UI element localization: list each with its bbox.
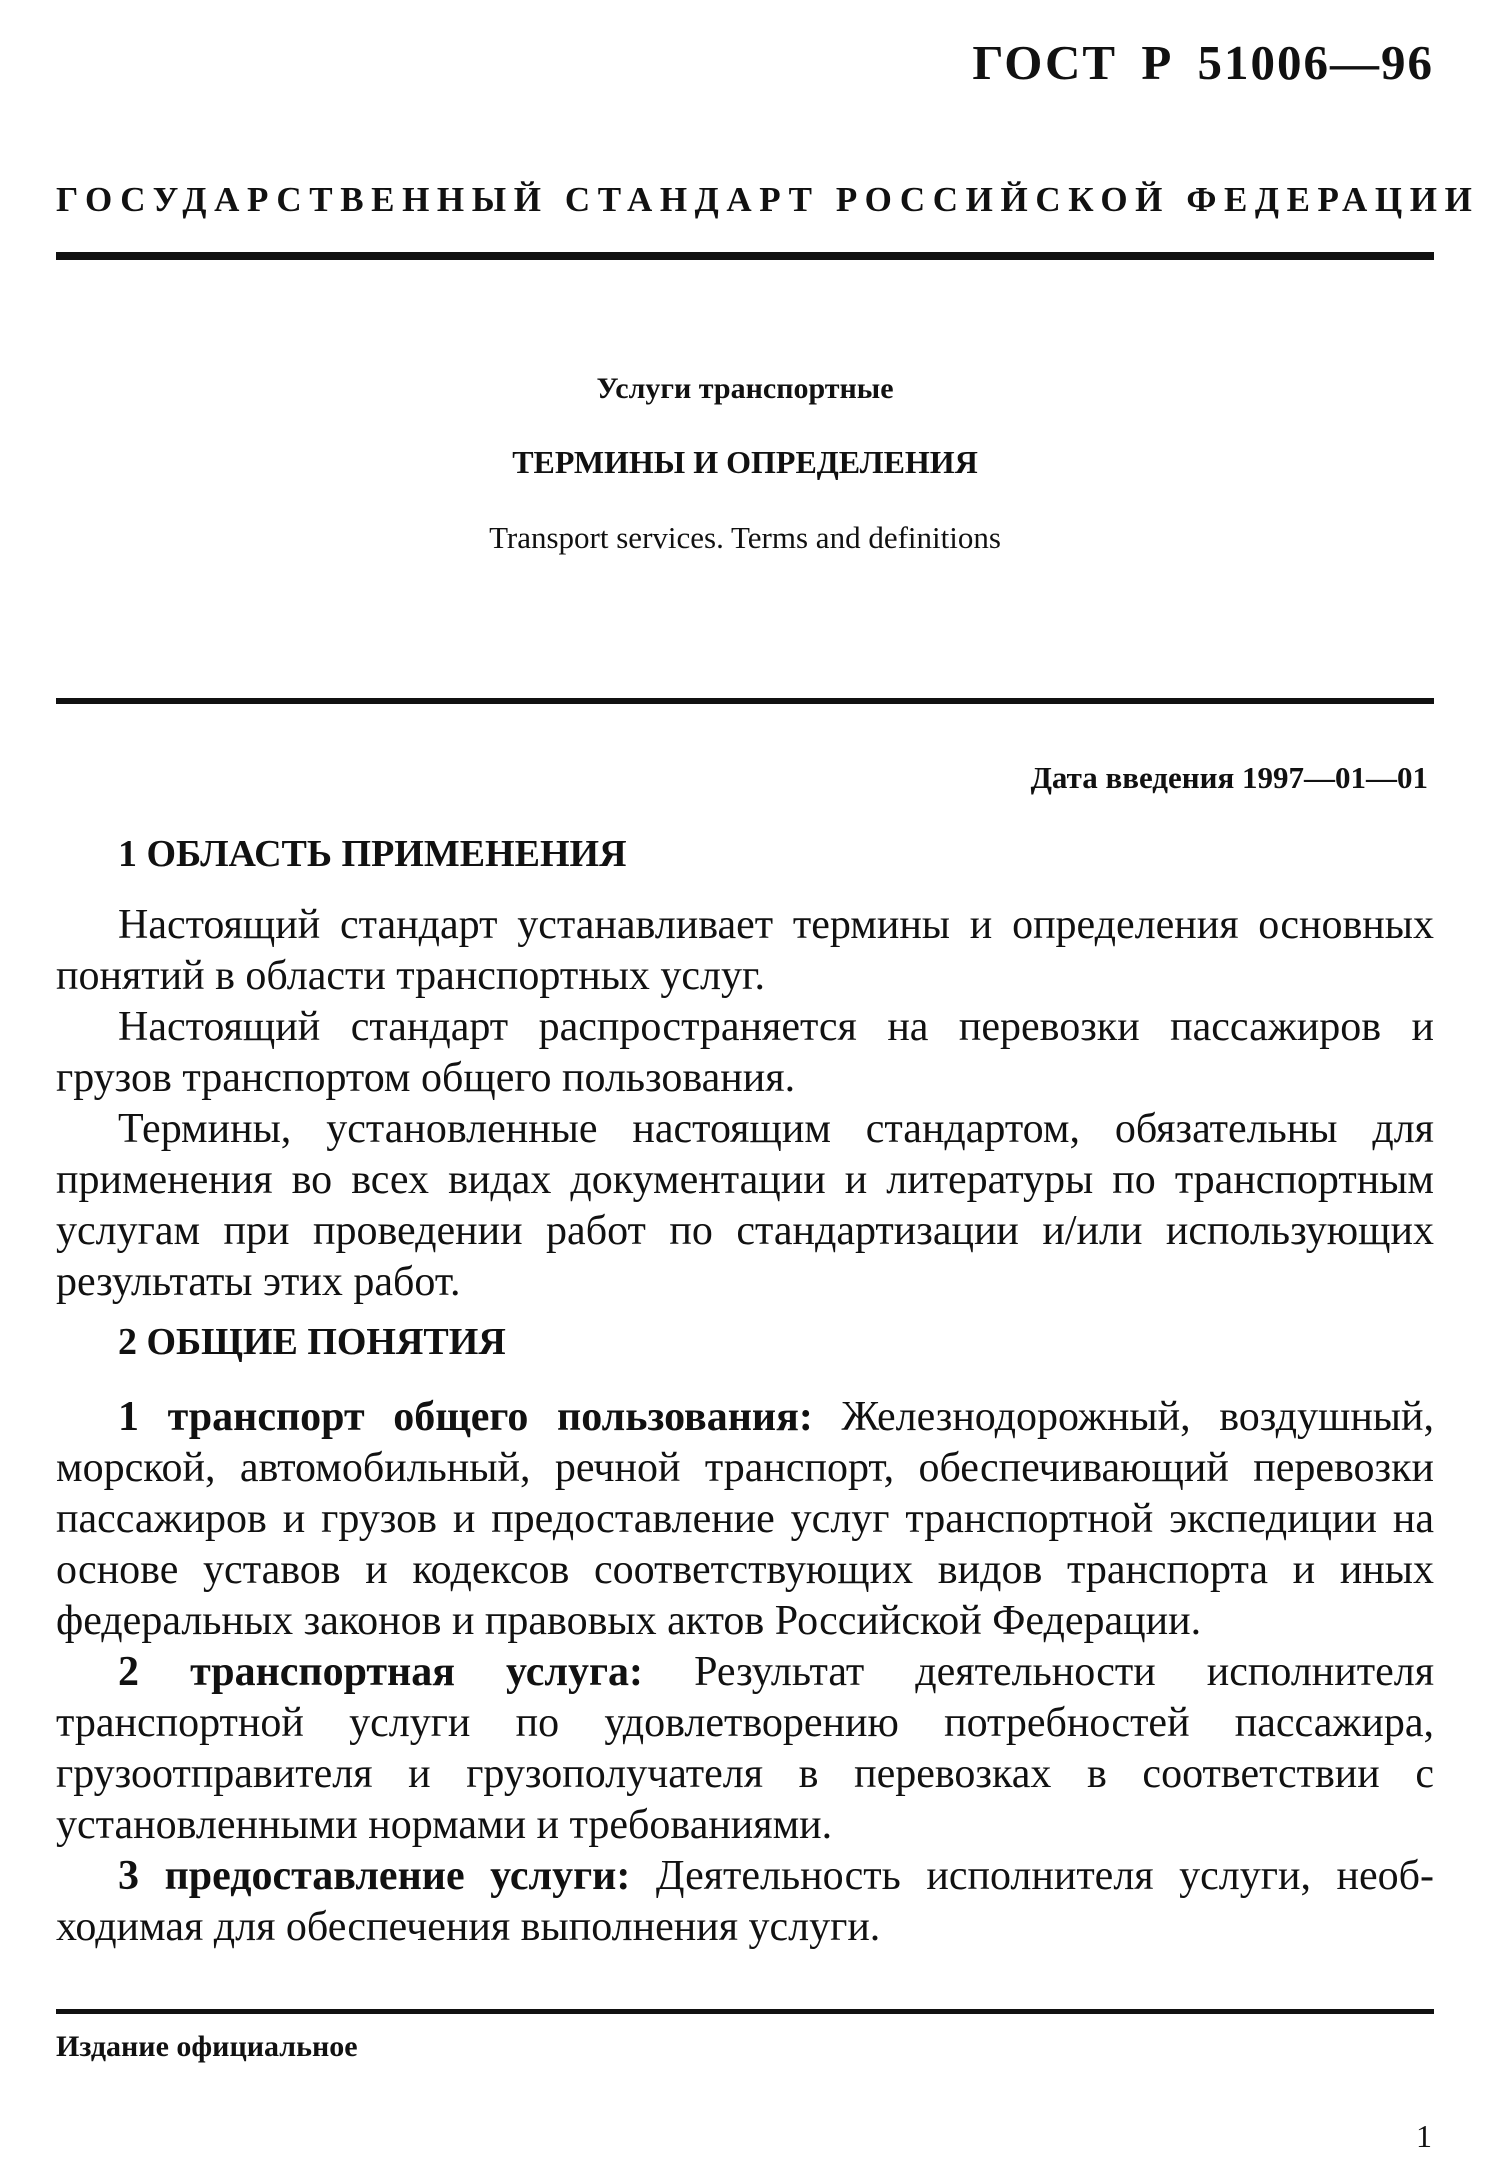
term-name: транспорт общего пользования: bbox=[167, 1394, 813, 1440]
header-divider bbox=[56, 252, 1434, 260]
term-definition: Деятельность исполнителя услуги, необходимая для обеспечения выполнения услуги. bbox=[56, 1853, 1434, 1950]
term-number: 3 bbox=[118, 1853, 139, 1899]
standard-title-english: Transport services. Terms and definitions bbox=[489, 520, 1001, 555]
term-definition: Результат деятельности исполнителя транспортной услуги по удовлетворению потребностей пассажира, грузоотправителя и грузополучателя в перевозках в соответствии с установленными нормами и требованиями. bbox=[56, 1649, 1435, 1848]
standard-category: Услуги транспортные bbox=[596, 372, 894, 405]
section-general-concepts-body bbox=[56, 1392, 1434, 1953]
paragraph: Термины, установленные настоящим стандартом, обязательны для применения во всех видах документации и литературы по транспортным услугам при проведении работ по стандартизации и/или использующих результаты этих работ. bbox=[56, 1106, 1434, 1305]
term-number: 1 bbox=[118, 1394, 139, 1440]
footer-divider bbox=[56, 2009, 1434, 2014]
section-heading-general-concepts: 2 ОБЩИЕ ПОНЯТИЯ bbox=[118, 1321, 506, 1363]
term-name: транспортная услуга: bbox=[190, 1649, 644, 1695]
term-name: предоставление услуги: bbox=[164, 1853, 631, 1899]
state-standard-heading: ГОСУДАРСТВЕННЫЙ СТАНДАРТ РОССИЙСКОЙ ФЕДЕРАЦИИ bbox=[56, 180, 1480, 219]
term-definition: Железнодорожный, воздушный, морской, автомобильный, речной транспорт, обеспечивающий перевозки пассажиров и грузов и предоставление услуг транспортной экспедиции на основе уставов и кодексов соответствующих видов транспорта и иных федеральных законов и правовых актов Российской Федерации. bbox=[56, 1394, 1434, 1644]
section-heading-scope: 1 ОБЛАСТЬ ПРИМЕНЕНИЯ bbox=[118, 833, 627, 875]
section-scope-body bbox=[56, 900, 1434, 1308]
introduction-date: Дата введения 1997—01—01 bbox=[1030, 760, 1428, 795]
edition-label: Издание официальное bbox=[56, 2030, 358, 2063]
paragraph: Настоящий стандарт устанавливает термины и определения основных понятий в области транспортных услуг. bbox=[56, 902, 1434, 999]
paragraph: Настоящий стандарт распространяется на перевозки пассажиров и грузов транспортом общего пользования. bbox=[56, 1004, 1434, 1101]
term-number: 2 bbox=[118, 1649, 139, 1695]
document-page bbox=[56, 0, 1480, 2175]
term-entry bbox=[56, 1392, 1434, 1647]
term-entry bbox=[56, 1647, 1434, 1851]
standard-code: ГОСТ Р 51006—96 bbox=[972, 35, 1434, 90]
page-number: 1 bbox=[1416, 2118, 1432, 2154]
standard-title: ТЕРМИНЫ И ОПРЕДЕЛЕНИЯ bbox=[512, 444, 978, 480]
title-divider bbox=[56, 698, 1434, 704]
term-entry bbox=[56, 1851, 1434, 1953]
